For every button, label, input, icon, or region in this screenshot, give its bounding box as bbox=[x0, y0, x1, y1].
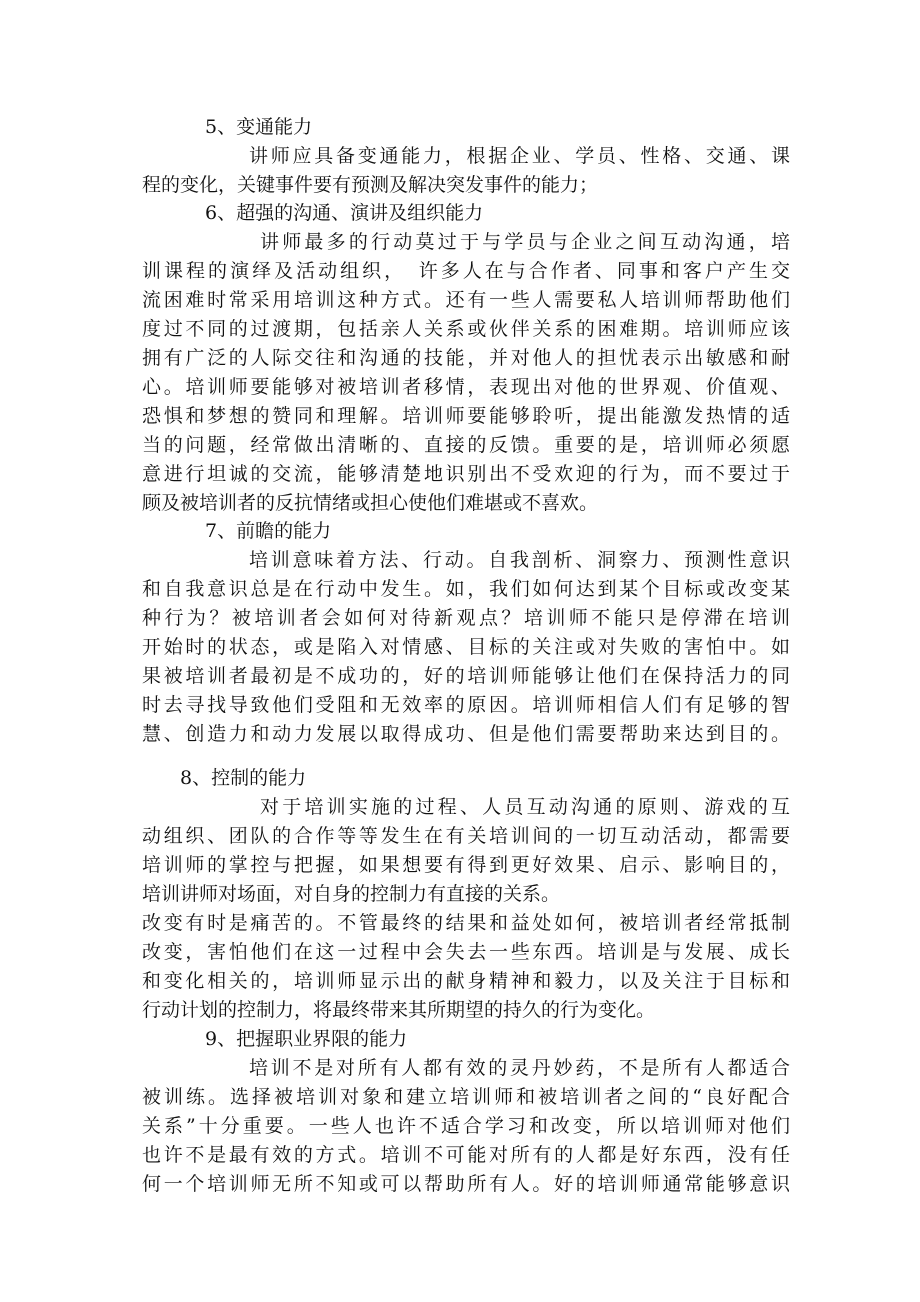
paragraph-line: 开始时的状态，或是陷入对情感、目标的关注或对失败的害怕中。如 bbox=[142, 636, 790, 658]
paragraph-line: 心。培训师要能够对被培训者移情，表现出对他的世界观、价值观、 bbox=[142, 376, 790, 398]
paragraph-line: 种行为？被培训者会如何对待新观点？培训师不能只是停滞在培训 bbox=[142, 607, 790, 629]
paragraph-line: 培训讲师对场面，对自身的控制力有直接的关系。 bbox=[142, 883, 561, 905]
section-heading-9: 9、把握职业界限的能力 bbox=[205, 1028, 408, 1050]
paragraph-line: 恐惧和梦想的赞同和理解。培训师要能够聆听，提出能激发热情的适 bbox=[142, 405, 790, 427]
paragraph-line: 培训意味着方法、行动。自我剖析、洞察力、预测性意识 bbox=[249, 549, 790, 571]
paragraph-line: 慧、创造力和动力发展以取得成功、但是他们需要帮助来达到目的。 bbox=[142, 723, 790, 745]
paragraph-line: 讲师应具备变通能力，根据企业、学员、性格、交通、课 bbox=[249, 145, 790, 167]
paragraph-line: 行动计划的控制力，将最终带来其所期望的持久的行为变化。 bbox=[142, 999, 656, 1021]
paragraph-line: 讲师最多的行动莫过于与学员与企业之间互动沟通，培 bbox=[260, 231, 790, 253]
paragraph-line: 培训不是对所有人都有效的灵丹妙药，不是所有人都适合 bbox=[249, 1057, 790, 1079]
paragraph-line: 顾及被培训者的反抗情绪或担心使他们难堪或不喜欢。 bbox=[142, 492, 599, 514]
section-heading-5: 5、变通能力 bbox=[205, 116, 313, 138]
paragraph-line: 意进行坦诚的交流，能够清楚地识别出不受欢迎的行为，而不要过于 bbox=[142, 463, 790, 485]
paragraph-line: 流困难时常采用培训这种方式。还有一些人需要私人培训师帮助他们 bbox=[142, 289, 790, 311]
paragraph-line: 改变，害怕他们在这一过程中会失去一些东西。培训是与发展、成长 bbox=[142, 941, 790, 963]
section-heading-7: 7、前瞻的能力 bbox=[205, 520, 332, 542]
paragraph-line: 改变有时是痛苦的。不管最终的结果和益处如何，被培训者经常抵制 bbox=[142, 912, 790, 934]
section-heading-8: 8、控制的能力 bbox=[180, 767, 307, 789]
paragraph-line: 关系”十分重要。一些人也许不适合学习和改变，所以培训师对他们 bbox=[142, 1115, 790, 1137]
paragraph-line: 时去寻找导致他们受阻和无效率的原因。培训师相信人们有足够的智 bbox=[142, 694, 790, 716]
paragraph-line: 训课程的演绎及活动组织， 许多人在与合作者、同事和客户产生交 bbox=[142, 260, 790, 282]
paragraph-line: 何一个培训师无所不知或可以帮助所有人。好的培训师通常能够意识 bbox=[142, 1173, 790, 1195]
paragraph-line: 被训练。选择被培训对象和建立培训师和被培训者之间的“良好配合 bbox=[142, 1086, 790, 1108]
paragraph-line: 程的变化，关键事件要有预测及解决突发事件的能力； bbox=[142, 174, 599, 196]
paragraph-line: 果被培训者最初是不成功的，好的培训师能够让他们在保持活力的同 bbox=[142, 665, 790, 687]
section-heading-6: 6、超强的沟通、演讲及组织能力 bbox=[205, 202, 484, 224]
paragraph-line: 培训师的掌控与把握，如果想要有得到更好效果、启示、影响目的， bbox=[142, 854, 790, 876]
paragraph-line: 也许不是最有效的方式。培训不可能对所有的人都是好东西，没有任 bbox=[142, 1144, 790, 1166]
paragraph-line: 度过不同的过渡期，包括亲人关系或伙伴关系的困难期。培训师应该 bbox=[142, 318, 790, 340]
paragraph-line: 和变化相关的，培训师显示出的献身精神和毅力，以及关注于目标和 bbox=[142, 970, 790, 992]
paragraph-line: 动组织、团队的合作等等发生在有关培训间的一切互动活动，都需要 bbox=[142, 825, 790, 847]
paragraph-line: 对于培训实施的过程、人员互动沟通的原则、游戏的互 bbox=[260, 796, 790, 818]
paragraph-line: 拥有广泛的人际交往和沟通的技能，并对他人的担忧表示出敏感和耐 bbox=[142, 347, 790, 369]
paragraph-line: 当的问题，经常做出清晰的、直接的反馈。重要的是，培训师必须愿 bbox=[142, 434, 790, 456]
paragraph-line: 和自我意识总是在行动中发生。如，我们如何达到某个目标或改变某 bbox=[142, 578, 790, 600]
